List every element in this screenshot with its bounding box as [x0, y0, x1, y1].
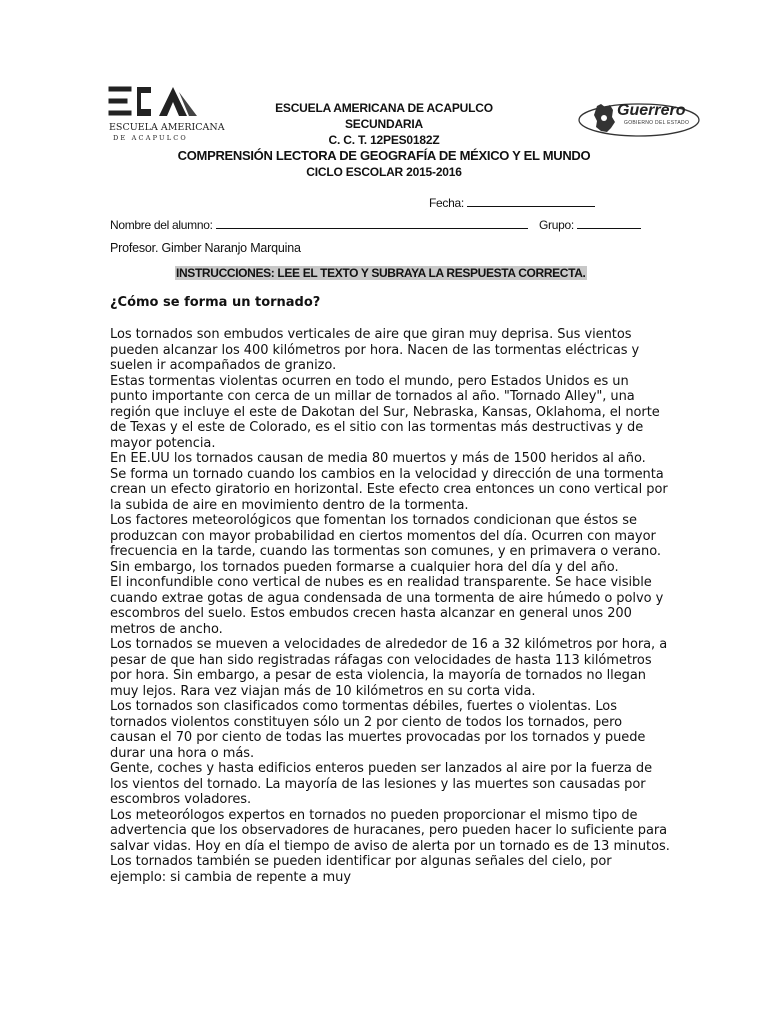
paragraph: Estas tormentas violentas ocurren en todo el mundo, pero Estados Unidos es un punto importante con cerca de un millar de tornados al año. "Tornado Alley", una región que incluye el este de Dakotan del Sur, Nebraska, Kansas, Oklahoma, el norte de Texas y el este de Colorado, es el sitio con las tormentas más destructivas y de mayor potencia. [110, 373, 660, 451]
school-level: SECUNDARIA [344, 117, 423, 131]
logo-right-sub: GOBIERNO DEL ESTADO [624, 120, 690, 126]
instructions-banner: INSTRUCCIONES: LEE EL TEXTO Y SUBRAYA LA RESPUESTA CORRECTA. [176, 266, 586, 280]
paragraph: Los tornados son embudos verticales de aire que giran muy deprisa. Sus vientos pueden alcanzar los 400 kilómetros por hora. Nacen de las tormentas eléctricas y suelen ir acompañados de granizo. [110, 327, 640, 373]
paragraph: Gente, coches y hasta edificios enteros pueden ser lanzados al aire por la fuerza de los vientos del tornado. La mayoría de las lesiones y las muertes son causadas por escombros voladores. [110, 761, 653, 807]
group-field[interactable] [539, 218, 641, 232]
student-name-label: Nombre del alumno: [110, 218, 213, 232]
reading-title: ¿Cómo se forma un tornado? [110, 295, 321, 310]
school-cct: C. C. T. 12PES0182Z [328, 133, 440, 147]
paragraph: Los tornados son clasificados como tormentas débiles, fuertes o violentas. Los tornados violentos constituyen sólo un 2 por ciento de todos los tornados, pero causan el 70 por ciento de todas las muertes provocadas por los tornados y puede durar una hora o más. [110, 699, 646, 761]
subject-title: COMPRENSIÓN LECTORA DE GEOGRAFÍA DE MÉXICO Y EL MUNDO [177, 148, 591, 163]
logo-left-line1: ESCUELA AMERICANA [109, 122, 225, 133]
group-blank[interactable] [577, 218, 641, 229]
paragraph: Se forma un tornado cuando los cambios en la velocidad y dirección de una tormenta crean un efecto giratorio en horizontal. Este efecto crea entonces un cono vertical por la subida de aire en movimiento dentro de la tormenta. [110, 466, 668, 513]
date-field[interactable] [429, 196, 595, 210]
school-name: ESCUELA AMERICANA DE ACAPULCO [275, 101, 493, 115]
paragraph: Los factores meteorológicos que fomentan los tornados condicionan que éstos se produzcan con mayor probabilidad en ciertos momentos del día. Ocurren con mayor frecuencia en la tarde, cuando las tormentas son comunes, y en primavera o verano. Sin embargo, los tornados pueden formarse a cualquier hora del día y del año. [110, 513, 661, 575]
reading-body [110, 327, 670, 885]
school-cycle: CICLO ESCOLAR 2015-2016 [306, 165, 462, 179]
group-label: Grupo: [539, 218, 574, 232]
student-name-blank[interactable] [216, 218, 528, 229]
paragraph: En EE.UU los tornados causan de media 80 muertos y más de 1500 heridos al año. [110, 451, 646, 466]
teacher-name: Profesor. Gimber Naranjo Marquina [110, 241, 301, 255]
paragraph: Los meteorólogos expertos en tornados no pueden proporcionar el mismo tipo de advertencia que los observadores de huracanes, pero pueden hacer lo suficiente para salvar vidas. Hoy en día el tiempo de aviso de alerta por un tornado es de 13 minutos. Los tornados también se pueden identificar por algunas señales del cielo, por ejemplo: si cambia de repente a muy [110, 807, 670, 885]
logo-right-name: Guerrero [617, 102, 686, 119]
student-name-field[interactable] [110, 218, 528, 232]
date-label: Fecha: [429, 196, 464, 210]
date-blank[interactable] [467, 196, 595, 207]
paragraph: Los tornados se mueven a velocidades de alrededor de 16 a 32 kilómetros por hora, a pesar de que han sido registradas ráfagas con velocidades de hasta 113 kilómetros por hora. Sin embargo, a pesar de esta violencia, la mayoría de tornados no llegan muy lejos. Rara vez viajan más de 10 kilómetros en su corta vida. [110, 637, 668, 699]
logo-left-line2: DE ACAPULCO [113, 134, 188, 142]
paragraph: El inconfundible cono vertical de nubes es en realidad transparente. Se hace visible cuando extrae gotas de agua condensada de una tormenta de aire húmedo o polvo y escombros del suelo. Estos embudos crecen hasta alcanzar en general unos 200 metros de ancho. [110, 575, 664, 637]
